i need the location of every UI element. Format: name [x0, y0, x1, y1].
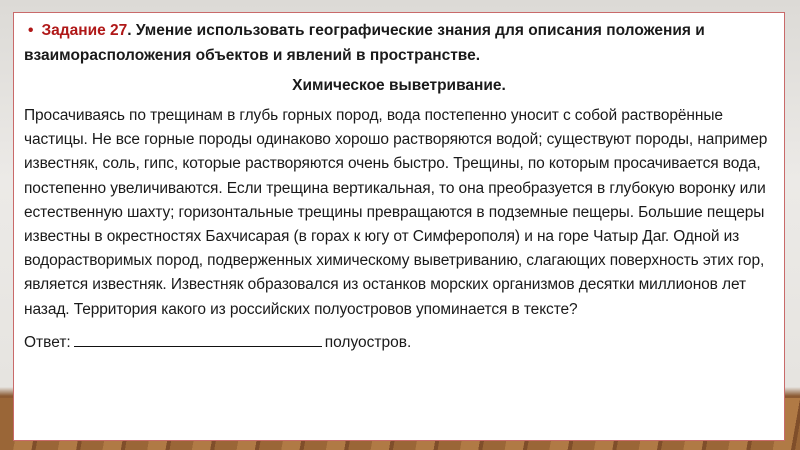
task-label: Задание 27: [41, 22, 128, 39]
task-title-line2: взаиморасположения объектов и явлений в пространстве.: [24, 47, 481, 64]
body-line: является известняк. Известняк образовался из останков морских организмов десятки миллионов лет: [24, 276, 746, 294]
bullet-icon: •: [28, 22, 34, 39]
body-line: водорастворимых пород, подверженных химическому выветриванию, слагающих поверхность этих гор,: [24, 252, 765, 270]
answer-row: [24, 332, 774, 352]
section-subtitle: Химическое выветривание.: [292, 77, 506, 94]
answer-suffix: полуостров.: [324, 333, 412, 351]
slide-card: [13, 12, 785, 441]
task-title-line1: . Умение использовать географические знания для описания положения и: [127, 22, 705, 39]
body-line: частицы. Не все горные породы одинаково хорошо растворяются водой; существуют породы, например: [24, 131, 768, 149]
body-line: известны в окрестностях Бахчисарая (в горах к югу от Симферополя) и на горе Чатыр Даг. Одной из: [24, 228, 740, 246]
body-text: [24, 104, 774, 322]
answer-label: Ответ:: [24, 333, 71, 351]
body-line: постепенно увеличиваются. Если трещина вертикальная, то она преобразуется в глубокую воронку или: [24, 179, 766, 197]
body-line: известняк, соль, гипс, которые растворяются очень быстро. Трещины, по которым просачивается вода,: [24, 155, 761, 173]
body-line: назад. Территория какого из российских полуостровов упоминается в тексте?: [24, 300, 578, 318]
body-line: Просачиваясь по трещинам в глубь горных пород, вода постепенно уносит с собой растворённые: [24, 107, 723, 124]
task-heading: [24, 18, 774, 68]
body-line: естественную шахту; горизонтальные трещины превращаются в подземные пещеры. Большие пещеры: [24, 203, 765, 221]
answer-blank[interactable]: [74, 332, 322, 347]
